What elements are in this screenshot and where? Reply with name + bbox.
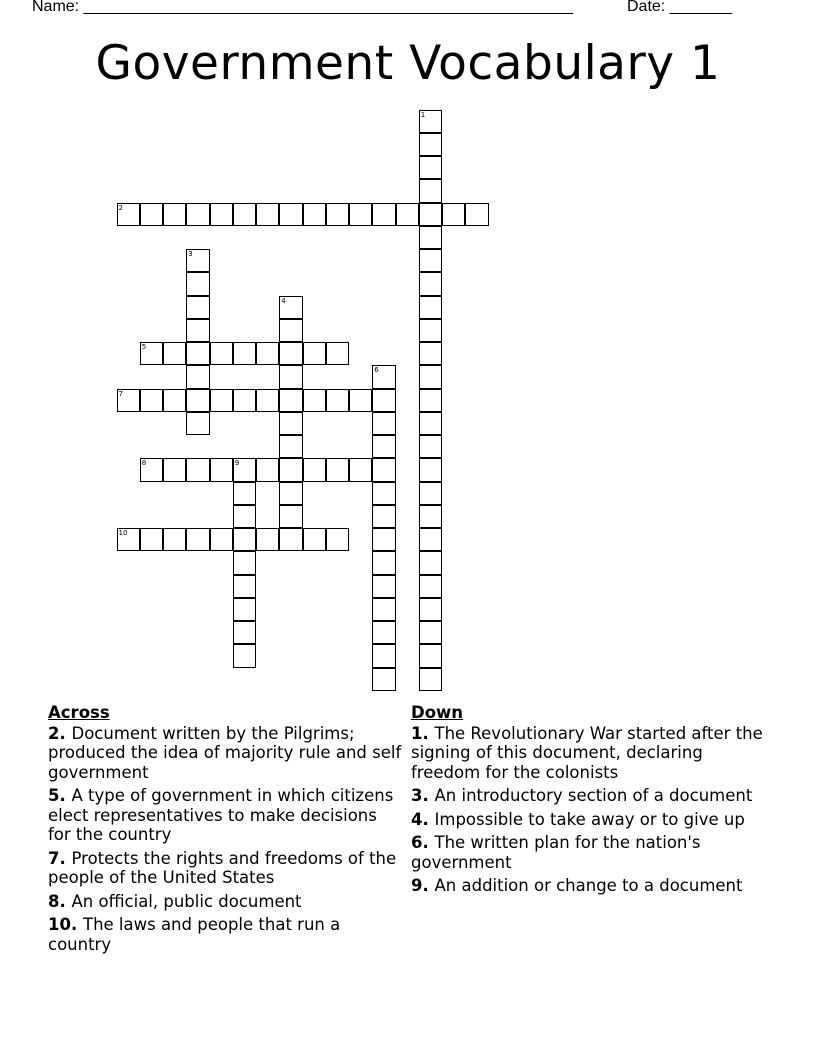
grid-cell[interactable]: [233, 482, 256, 505]
clue-dot: .: [59, 786, 72, 805]
grid-cell[interactable]: [210, 342, 233, 365]
clue-number: 7: [48, 848, 60, 868]
grid-cell[interactable]: [256, 342, 279, 365]
grid-cell[interactable]: [140, 203, 163, 226]
grid-cell[interactable]: [233, 505, 256, 528]
grid-cell[interactable]: [372, 389, 395, 412]
grid-cell[interactable]: [326, 389, 349, 412]
name-field[interactable]: [32, 0, 573, 16]
name-blank[interactable]: _______________________________________________________: [83, 0, 573, 15]
clue-text: An introductory section of a document: [434, 786, 753, 805]
across-clues: [48, 703, 403, 958]
grid-cell[interactable]: [349, 389, 372, 412]
grid-cell[interactable]: [233, 551, 256, 574]
grid-cell[interactable]: [372, 644, 395, 667]
grid-cell[interactable]: [326, 342, 349, 365]
grid-cell[interactable]: [163, 342, 186, 365]
name-label: Name:: [32, 0, 80, 15]
clue-number: 10: [48, 915, 71, 934]
clue-dot: .: [422, 786, 435, 805]
clue-down-1: [411, 724, 766, 783]
grid-cell[interactable]: [186, 389, 209, 412]
grid-cell[interactable]: [163, 203, 186, 226]
grid-cell[interactable]: [186, 365, 209, 388]
grid-cell[interactable]: [419, 435, 442, 458]
grid-cell[interactable]: [279, 365, 302, 388]
grid-cell[interactable]: [256, 458, 279, 481]
clue-text: An addition or change to a document: [434, 876, 743, 895]
grid-cell[interactable]: [372, 575, 395, 598]
grid-cell[interactable]: [279, 435, 302, 458]
grid-cell[interactable]: [419, 598, 442, 621]
grid-cell[interactable]: [163, 389, 186, 412]
clue-number: 9: [411, 876, 423, 895]
grid-cell[interactable]: [186, 458, 209, 481]
clue-number: 2: [48, 723, 60, 743]
grid-cell[interactable]: [186, 342, 209, 365]
grid-cell[interactable]: [186, 319, 209, 342]
cell-number: 2: [118, 203, 123, 212]
grid-cell[interactable]: [419, 296, 442, 319]
grid-cell[interactable]: [419, 226, 442, 249]
grid-cell[interactable]: [419, 179, 442, 202]
cell-number: 6: [374, 366, 379, 375]
cell-number: 10: [118, 529, 128, 537]
grid-cell[interactable]: [303, 342, 326, 365]
grid-cell[interactable]: [465, 203, 488, 226]
grid-cell[interactable]: [186, 412, 209, 435]
clue-dot: .: [70, 915, 83, 934]
grid-cell[interactable]: [372, 482, 395, 505]
grid-cell[interactable]: [210, 389, 233, 412]
clue-number: 1: [411, 723, 423, 743]
grid-cell[interactable]: [279, 412, 302, 435]
grid-cell[interactable]: [256, 203, 279, 226]
grid-cell[interactable]: [256, 528, 279, 551]
grid-cell[interactable]: [279, 203, 302, 226]
clue-dot: .: [59, 723, 72, 743]
grid-cell[interactable]: [303, 203, 326, 226]
clue-number: 8: [48, 891, 60, 911]
grid-cell[interactable]: [419, 342, 442, 365]
grid-cell[interactable]: [372, 458, 395, 481]
grid-cell[interactable]: [372, 551, 395, 574]
grid-cell[interactable]: [372, 203, 395, 226]
grid-cell[interactable]: [140, 342, 163, 365]
grid-cell[interactable]: [349, 458, 372, 481]
clue-number: 6: [411, 833, 423, 852]
grid-cell[interactable]: [233, 598, 256, 621]
grid-cell[interactable]: [442, 203, 465, 226]
grid-cell[interactable]: [419, 575, 442, 598]
across-heading: Across: [48, 703, 110, 722]
page-title: Government Vocabulary 1: [95, 36, 721, 91]
grid-cell[interactable]: [419, 133, 442, 156]
grid-cell[interactable]: [279, 319, 302, 342]
clue-dot: .: [59, 891, 72, 911]
grid-cell[interactable]: [303, 528, 326, 551]
grid-cell[interactable]: [326, 528, 349, 551]
clue-down-3: [411, 786, 766, 806]
clue-text: Impossible to take away or to give up: [434, 809, 745, 829]
cell-number: 3: [188, 250, 193, 258]
grid-cell[interactable]: [233, 203, 256, 226]
grid-cell[interactable]: [233, 458, 256, 481]
grid-cell[interactable]: [326, 458, 349, 481]
date-blank[interactable]: _______: [669, 0, 732, 15]
grid-cell[interactable]: [233, 575, 256, 598]
grid-cell[interactable]: [419, 319, 442, 342]
grid-cell[interactable]: [419, 389, 442, 412]
clue-number: 4: [411, 809, 423, 829]
grid-cell[interactable]: [419, 505, 442, 528]
grid-cell[interactable]: [303, 458, 326, 481]
grid-cell[interactable]: [419, 156, 442, 179]
grid-cell[interactable]: [396, 203, 419, 226]
cell-number: 7: [118, 389, 123, 398]
grid-cell[interactable]: [233, 644, 256, 667]
grid-cell[interactable]: [117, 389, 140, 412]
grid-cell[interactable]: [256, 389, 279, 412]
grid-cell[interactable]: [279, 389, 302, 412]
grid-cell[interactable]: [372, 668, 395, 691]
grid-cell[interactable]: [210, 203, 233, 226]
clue-text: The laws and people that run a country: [48, 915, 341, 954]
grid-cell[interactable]: [186, 249, 209, 272]
grid-cell[interactable]: [233, 342, 256, 365]
clue-dot: .: [422, 723, 435, 743]
grid-cell[interactable]: [372, 598, 395, 621]
date-label: Date:: [627, 0, 666, 15]
grid-cell[interactable]: [372, 365, 395, 388]
clue-text: The written plan for the nation's government: [411, 833, 701, 872]
grid-cell[interactable]: [279, 296, 302, 319]
grid-cell[interactable]: [419, 551, 442, 574]
grid-cell[interactable]: [372, 528, 395, 551]
clue-down-6: [411, 833, 766, 872]
grid-cell[interactable]: [419, 644, 442, 667]
grid-cell[interactable]: [233, 389, 256, 412]
grid-cell[interactable]: [186, 272, 209, 295]
date-field[interactable]: [627, 0, 732, 16]
grid-cell[interactable]: [186, 296, 209, 319]
grid-cell[interactable]: [210, 528, 233, 551]
grid-cell[interactable]: [372, 435, 395, 458]
clue-down-9: [411, 876, 766, 896]
clue-dot: .: [59, 848, 72, 868]
clue-dot: .: [422, 876, 435, 895]
grid-cell[interactable]: [419, 203, 442, 226]
clue-text: Protects the rights and freedoms of the people of the United States: [48, 848, 397, 887]
grid-cell[interactable]: [303, 389, 326, 412]
grid-cell[interactable]: [140, 458, 163, 481]
cell-number: 5: [141, 343, 147, 351]
cell-number: 4: [281, 296, 286, 305]
grid-cell[interactable]: [233, 621, 256, 644]
grid-cell[interactable]: [117, 528, 140, 551]
grid-cell[interactable]: [372, 505, 395, 528]
grid-cell[interactable]: [419, 272, 442, 295]
grid-cell[interactable]: [163, 528, 186, 551]
grid-cell[interactable]: [419, 482, 442, 505]
grid-cell[interactable]: [419, 668, 442, 691]
clue-text: A type of government in which citizens elect representatives to make decisions for the country: [48, 786, 394, 844]
grid-cell[interactable]: [419, 110, 442, 133]
grid-cell[interactable]: [279, 458, 302, 481]
grid-cell[interactable]: [372, 621, 395, 644]
grid-cell[interactable]: [326, 203, 349, 226]
cell-number: 1: [420, 110, 426, 119]
grid-cell[interactable]: [117, 203, 140, 226]
grid-cell[interactable]: [419, 528, 442, 551]
grid-cell[interactable]: [279, 342, 302, 365]
clue-text: The Revolutionary War started after the signing of this document, declaring freedom for the colonists: [411, 723, 763, 782]
clue-dot: .: [422, 833, 435, 852]
grid-cell[interactable]: [372, 412, 395, 435]
clue-text: Document written by the Pilgrims; produced the idea of majority rule and self government: [48, 723, 402, 782]
grid-cell[interactable]: [163, 458, 186, 481]
down-heading: Down: [411, 703, 464, 722]
clue-across-10: [48, 915, 403, 954]
clue-across-7: [48, 849, 403, 888]
grid-cell[interactable]: [279, 528, 302, 551]
clue-across-5: [48, 786, 403, 845]
cell-number: 8: [141, 459, 147, 468]
grid-cell[interactable]: [140, 528, 163, 551]
clue-dot: .: [422, 809, 435, 829]
grid-cell[interactable]: [279, 505, 302, 528]
grid-cell[interactable]: [349, 203, 372, 226]
grid-cell[interactable]: [419, 249, 442, 272]
down-clues: [411, 703, 766, 900]
grid-cell[interactable]: [419, 365, 442, 388]
clue-across-2: [48, 724, 403, 783]
clue-text: An official, public document: [71, 891, 302, 911]
grid-cell[interactable]: [186, 528, 209, 551]
clue-down-4: [411, 810, 766, 830]
clue-across-8: [48, 892, 403, 912]
grid-cell[interactable]: [419, 621, 442, 644]
grid-cell[interactable]: [419, 458, 442, 481]
grid-cell[interactable]: [233, 528, 256, 551]
cell-number: 9: [234, 459, 240, 468]
grid-cell[interactable]: [279, 482, 302, 505]
grid-cell[interactable]: [186, 203, 209, 226]
clue-number: 5: [48, 786, 60, 805]
clue-number: 3: [411, 786, 423, 805]
grid-cell[interactable]: [419, 412, 442, 435]
grid-cell[interactable]: [210, 458, 233, 481]
grid-cell[interactable]: [140, 389, 163, 412]
